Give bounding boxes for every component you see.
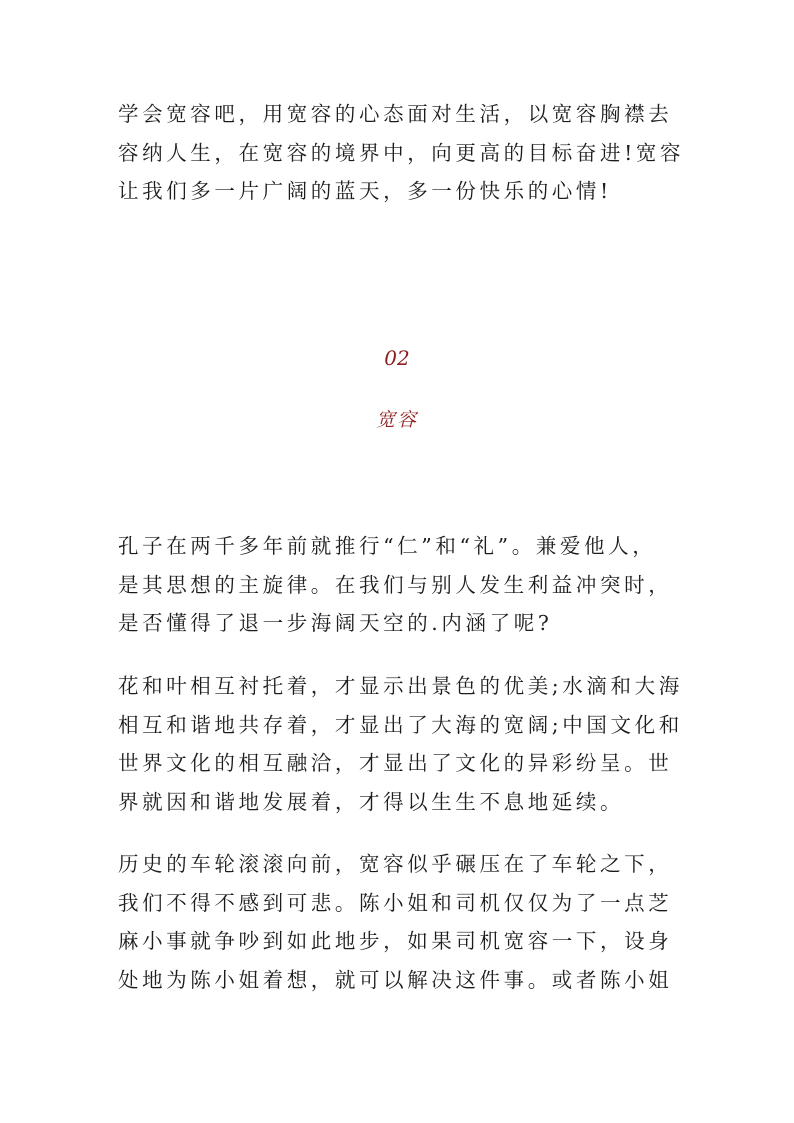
paragraph-3 <box>118 845 678 999</box>
text-line: 花和叶相互衬托着，才显示出景色的优美;水滴和大海 <box>118 674 683 698</box>
text-line: 学会宽容吧，用宽容的心态面对生活，以宽容胸襟去 <box>118 102 673 126</box>
text-line: 处地为陈小姐着想，就可以解决这件事。或者陈小姐 <box>118 967 673 992</box>
text-line: 是否懂得了退一步海阔天空的.内涵了呢? <box>118 611 553 635</box>
paragraph-1 <box>118 527 678 643</box>
text-line: 世界文化的相互融洽，才显出了文化的异彩纷呈。世 <box>118 751 673 775</box>
section-number: 02 <box>384 346 410 370</box>
section-title: 宽容 <box>375 409 418 431</box>
text-line: 界就因和谐地发展着，才得以生生不息地延续。 <box>118 789 625 814</box>
text-line: 我们不得不感到可悲。陈小姐和司机仅仅为了一点芝 <box>118 890 673 915</box>
paragraph-2 <box>118 667 683 821</box>
text-line: 相互和谐地共存着，才显出了大海的宽阔;中国文化和 <box>118 712 683 737</box>
text-line: 让我们多一片广阔的蓝天，多一份快乐的心情! <box>118 179 612 203</box>
text-line: 是其思想的主旋律。在我们与别人发生利益冲突时， <box>118 572 673 597</box>
text-line: 历史的车轮滚滚向前，宽容似乎碾压在了车轮之下， <box>118 852 673 876</box>
text-line: 麻小事就争吵到如此地步，如果司机宽容一下，设身 <box>118 929 673 953</box>
text-line: 容纳人生，在宽容的境界中，向更高的目标奋进!宽容 <box>118 140 685 165</box>
text-line: 孔子在两千多年前就推行“仁”和“礼”。兼爱他人， <box>118 534 657 558</box>
intro-paragraph <box>118 95 685 211</box>
